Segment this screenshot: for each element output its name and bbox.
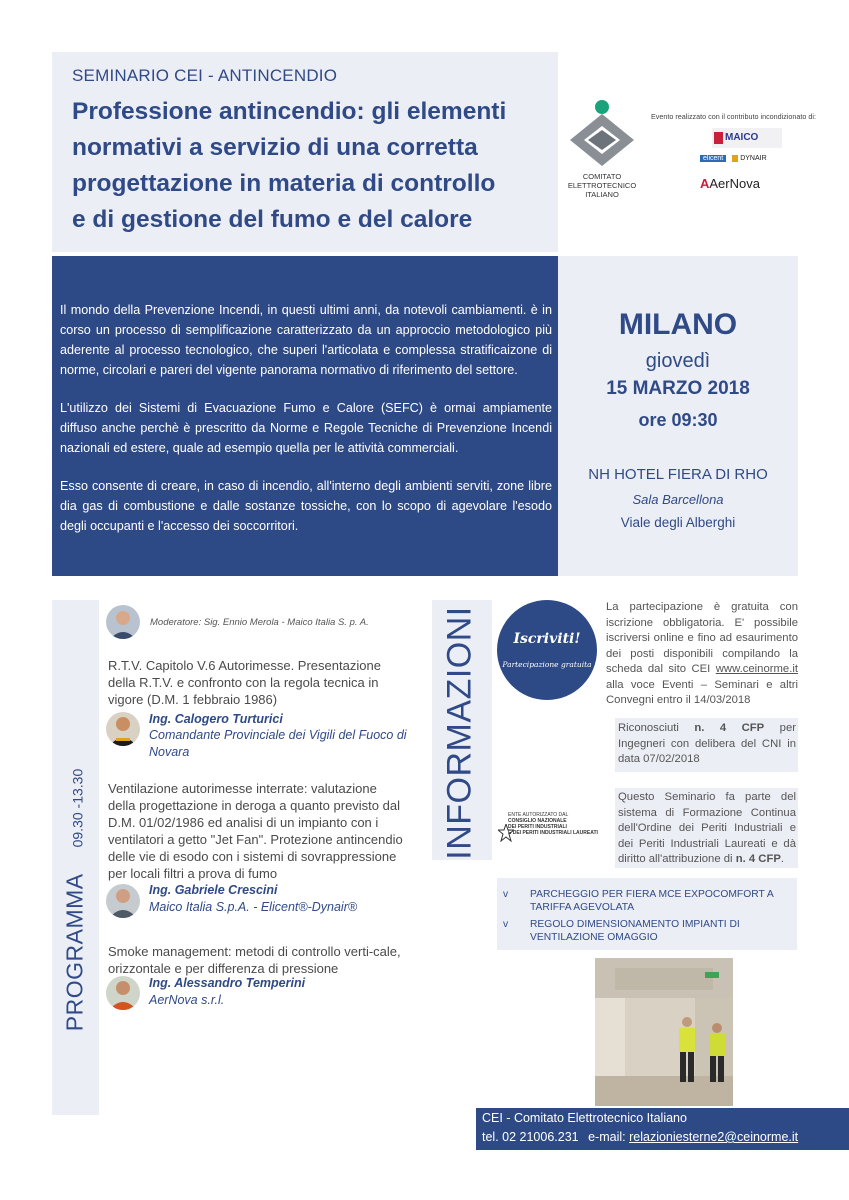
register-badge-title: Iscriviti! [513, 631, 581, 647]
footer-email-link[interactable]: relazioniesterne2@ceinorme.it [629, 1130, 799, 1144]
event-time: ore 09:30 [638, 410, 718, 430]
aernova-logo: AAerNova [700, 176, 760, 191]
elicent-logo: elicent [700, 155, 726, 162]
emblem-icon [498, 824, 514, 842]
intro-paragraph: Esso consente di creare, in caso di incendio, all'interno degli ambienti serviti, zone libre dia gas di combustione e dalle sostanze tossiche, con lo scopo di agevolare l'esodo degli occupanti e l'accesso dei soccorritori. [60, 479, 552, 533]
footer-org: CEI - Comitato Elettrotecnico Italiano [482, 1111, 687, 1125]
periti-logo: ENTE AUTORIZZATO DAL CONSIGLIO NAZIONALE DEI PERITI INDUSTRIALI E DEI PERITI INDUSTRIALI LAUREATI [498, 812, 606, 836]
intro-text [60, 300, 552, 554]
sponsor-line: Evento realizzato con il contributo incondizionato di: [651, 112, 817, 121]
footer-contacts [482, 1130, 798, 1144]
event-room: Sala Barcellona [632, 492, 724, 507]
cfp-periti-text: Questo Seminario fa parte del sistema di Formazione Continua dell'Ordine dei Periti Industriali e dei Periti Industriali Laureati e dà diritto all'attribuzione di n. 4 CFP. [618, 791, 796, 865]
event-date: 15 MARZO 2018 [606, 378, 750, 399]
speaker-affiliation: Comandante Provinciale dei Vigili del Fuoco di Novara [149, 728, 407, 759]
programma-label: PROGRAMMA09.30 -13.30 [61, 768, 88, 1032]
register-badge[interactable] [497, 600, 597, 700]
event-venue: NH HOTEL FIERA DI RHO [588, 466, 768, 483]
note-text: PARCHEGGIO PER FIERA MCE EXPOCOMFORT A TARIFFA AGEVOLATA [530, 889, 774, 913]
programma-divider [98, 600, 99, 1115]
moderator-avatar [106, 605, 140, 639]
speaker-avatar [106, 976, 140, 1010]
seminar-title [72, 94, 562, 238]
speaker-affiliation: AerNova s.r.l. [149, 993, 225, 1007]
informazioni-label: INFORMAZIONI [440, 606, 479, 860]
title-line: e di gestione del fumo e del calore [72, 206, 473, 233]
maico-logo: MAICO [712, 128, 782, 148]
program-item-topic: R.T.V. Capitolo V.6 Autorimesse. Presentazione della R.T.V. e confronto con la regola tecnica in vigore (D.M. 1 febbraio 1986) [108, 658, 381, 707]
cfp-engineers-text: Riconosciuti n. 4 CFP per Ingegneri con delibera del CNI in data 07/02/2018 [618, 722, 797, 765]
note-bullet: v [503, 919, 509, 930]
speaker-name: Ing. Gabriele Crescini [149, 883, 278, 897]
speaker-avatar [106, 712, 140, 746]
intro-paragraph: Il mondo della Prevenzione Incendi, in questi ultimi anni, da notevoli cambiamenti. è in corso un processo di semplificazione caratterizzato da un approccio metodologico più aderente al processo tecnologico, che superi l'articolata e complessa stratificaizone di norme, circolari e pareri del vigente panorama normativo di riferimento del settore. [60, 303, 552, 377]
registration-text: La partecipazione è gratuita con iscrizione obbligatoria. E' possibile iscriversi online e fino ad esaurimento dei posti disponibili compilando la scheda dal sito CEI www.ceinorme.it alla voce Eventi – Seminari e altri Convegni entro il 14/03/2018 [606, 601, 798, 706]
speaker-name: Ing. Alessandro Temperini [149, 976, 306, 990]
program-item-topic: Smoke management: metodi di controllo verti-cale, orizzontale e per differenza di pressione [108, 944, 401, 976]
speaker-avatar [106, 884, 140, 918]
elicent-dynair-logos [700, 152, 780, 166]
title-line: normativi a servizio di una corretta [72, 134, 478, 161]
speaker-name: Ing. Calogero Turturici [149, 712, 283, 726]
speaker-affiliation: Maico Italia S.p.A. - Elicent®-Dynair® [149, 900, 358, 914]
programma-hours: 09.30 -13.30 [69, 768, 86, 848]
register-badge-subtitle: Partecipazione gratuita [502, 660, 592, 669]
note-text: REGOLO DIMENSIONAMENTO IMPIANTI DI VENTILAZIONE OMAGGIO [530, 919, 740, 943]
footer-phone: tel. 02 21006.231 [482, 1130, 579, 1144]
footer-email-label: e-mail: [588, 1130, 626, 1144]
title-line: progettazione in materia di controllo [72, 170, 496, 197]
garage-photo [595, 958, 733, 1106]
title-line: Professione antincendio: gli elementi [72, 98, 507, 125]
event-weekday: giovedì [645, 350, 711, 372]
intro-paragraph: L'utilizzo dei Sistemi di Evacuazione Fumo e Calore (SEFC) è ormai ampiamente diffuso anche perchè è prescritto da Norme e Regole Tecniche di Prevenzione Incendi nazionali ed estere, quale ad esempio quella per le attività commerciali. [60, 401, 552, 455]
event-street: Viale degli Alberghi [620, 515, 736, 530]
event-city: MILANO [618, 308, 738, 341]
seminar-kicker: SEMINARIO CEI - ANTINCENDIO [72, 66, 338, 85]
moderator-text: Moderatore: Sig. Ennio Merola - Maico Italia S. p. A. [150, 617, 369, 628]
cei-logo-text: COMITATO ELETTROTECNICO ITALIANO [567, 172, 637, 199]
note-bullet: v [503, 889, 509, 900]
dynair-logo: DYNAIR [732, 155, 766, 162]
ceinorme-link[interactable]: www.ceinorme.it [715, 663, 798, 675]
program-item-topic: Ventilazione autorimesse interrate: valutazione della progettazione in deroga a quanto previsto dal D.M. 01/02/1986 ed analisi di un impianto con i ventilatori a getto "Jet Fan". Protezione antincendio delle vie di esodo con i sistemi di sovrappressione per locali filtri a prova di fumo [108, 781, 403, 881]
